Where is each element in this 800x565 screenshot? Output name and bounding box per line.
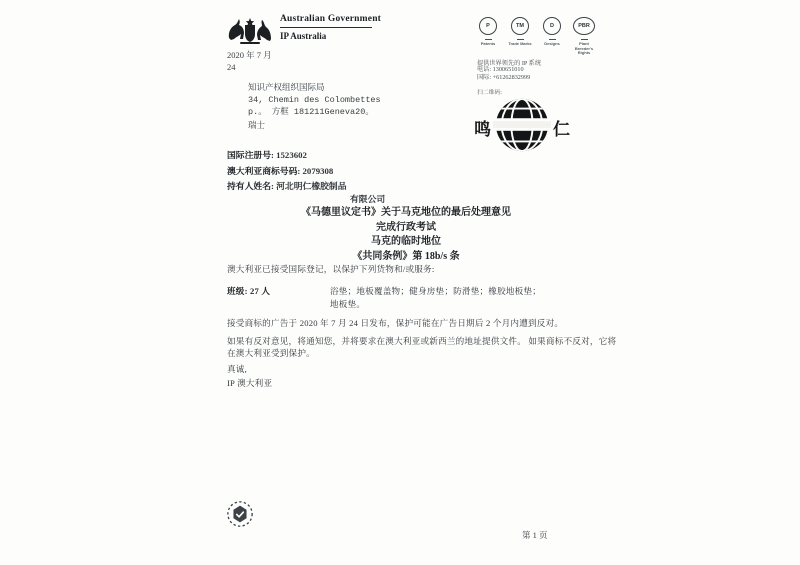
gov-wordmark bbox=[280, 14, 400, 41]
trademarks-circle: TM bbox=[511, 17, 529, 35]
subject-line-2: 完成行政考试 bbox=[376, 221, 436, 233]
date-line-2: 24 bbox=[227, 62, 236, 72]
au-trademark-number: 2079308 bbox=[302, 165, 334, 176]
tick-mark bbox=[517, 39, 524, 40]
subject-heading bbox=[200, 206, 612, 264]
ip-australia-label: IP Australia bbox=[280, 31, 327, 41]
address-line: p.。 方框 181211Geneva20。 bbox=[248, 107, 374, 117]
pbr-label: Plant Breeder's Rights bbox=[574, 41, 594, 55]
holder-row bbox=[227, 179, 347, 195]
designs-label: Designs bbox=[544, 41, 560, 46]
goods-line-2: 地板垫。 bbox=[330, 299, 366, 309]
holder-name-continued: 有限公司 bbox=[350, 194, 386, 204]
designs-circle: D bbox=[543, 17, 561, 35]
opposition-paragraph: 如果有反对意见，将通知您，并将要求在澳大利亚或新西兰的地址提供文件。 如果商标不反对，它将在澳大利亚受到保护。 bbox=[227, 336, 617, 358]
intl-registration-row bbox=[227, 148, 347, 164]
intl-registration-number: 1523602 bbox=[276, 150, 307, 160]
registration-details bbox=[227, 148, 347, 195]
contact-numbers bbox=[477, 66, 530, 82]
intl-registration-label: 国际注册号: bbox=[227, 150, 274, 160]
goods-line-1: 浴垫；地板覆盖物；健身房垫；防滑垫；橡胶地板垫； bbox=[330, 286, 542, 296]
closing-salutation: 真诚, bbox=[227, 364, 247, 374]
globe-icon bbox=[493, 96, 551, 159]
stamp-char-left: 鸣 bbox=[474, 119, 491, 139]
advertisement-paragraph: 接受商标的广告于 2020 年 7 月 24 日发布，保护可能在广告日期后 2 个月内遭到反对。 bbox=[227, 318, 564, 328]
patents-icon bbox=[476, 17, 500, 56]
phone-number: 电话: 1300651010 bbox=[477, 66, 524, 73]
holder-name: 河北明仁橡胶制品 bbox=[276, 181, 347, 191]
holder-label: 持有人姓名: bbox=[227, 181, 274, 191]
pbr-circle: PBR bbox=[573, 17, 595, 35]
trademarks-icon bbox=[508, 17, 532, 56]
subject-line-3: 马克的临时地位 bbox=[371, 236, 441, 247]
subject-line-1: 《马德里议定书》关于马克地位的最后处理意见 bbox=[301, 207, 511, 218]
address-line: 知识产权组织国际局 bbox=[248, 82, 325, 92]
australian-coat-of-arms-icon bbox=[226, 12, 274, 51]
class-label: 班级: 27 人 bbox=[227, 286, 271, 296]
tick-mark bbox=[485, 39, 492, 40]
pbr-icon bbox=[572, 17, 596, 56]
ip-rights-icons bbox=[476, 17, 596, 56]
tick-mark bbox=[549, 39, 556, 40]
date-line-1: 2020 年 7 月 bbox=[227, 50, 272, 60]
address-line: 瑞士 bbox=[248, 119, 266, 130]
gov-divider bbox=[280, 27, 372, 28]
patents-circle: P bbox=[479, 17, 497, 35]
ip-system-tagline: 提供世界领先的 IP 系统 bbox=[477, 60, 542, 67]
goods-list bbox=[330, 285, 580, 311]
certification-seal-icon bbox=[226, 500, 254, 533]
intro-paragraph: 澳大利亚已接受国际登记，以保护下列货物和/或服务: bbox=[227, 264, 435, 274]
signature-line: IP 澳大利亚 bbox=[227, 378, 273, 388]
au-trademark-row bbox=[227, 164, 347, 180]
trademark-stamp bbox=[474, 96, 584, 158]
patents-label: Patents bbox=[480, 41, 496, 46]
page-number: 第 1 页 bbox=[522, 530, 548, 540]
subject-line-4: 《共同条例》第 18b/s 条 bbox=[352, 250, 460, 262]
tick-mark bbox=[581, 39, 588, 40]
address-line: 34, Chemin des Colombettes bbox=[248, 94, 381, 105]
trademarks-label: Trade Marks bbox=[508, 41, 532, 46]
recipient-address bbox=[248, 81, 381, 131]
stamp-char-right: 仁 bbox=[553, 119, 570, 139]
letter-date bbox=[227, 49, 272, 73]
gov-title: Australian Government bbox=[280, 14, 382, 24]
mark-caption: 扫二维码: bbox=[477, 90, 502, 96]
au-trademark-label: 澳大利亚商标号码: bbox=[227, 165, 301, 176]
international-number: 国际: +61262832999 bbox=[477, 74, 531, 81]
designs-icon bbox=[540, 17, 564, 56]
